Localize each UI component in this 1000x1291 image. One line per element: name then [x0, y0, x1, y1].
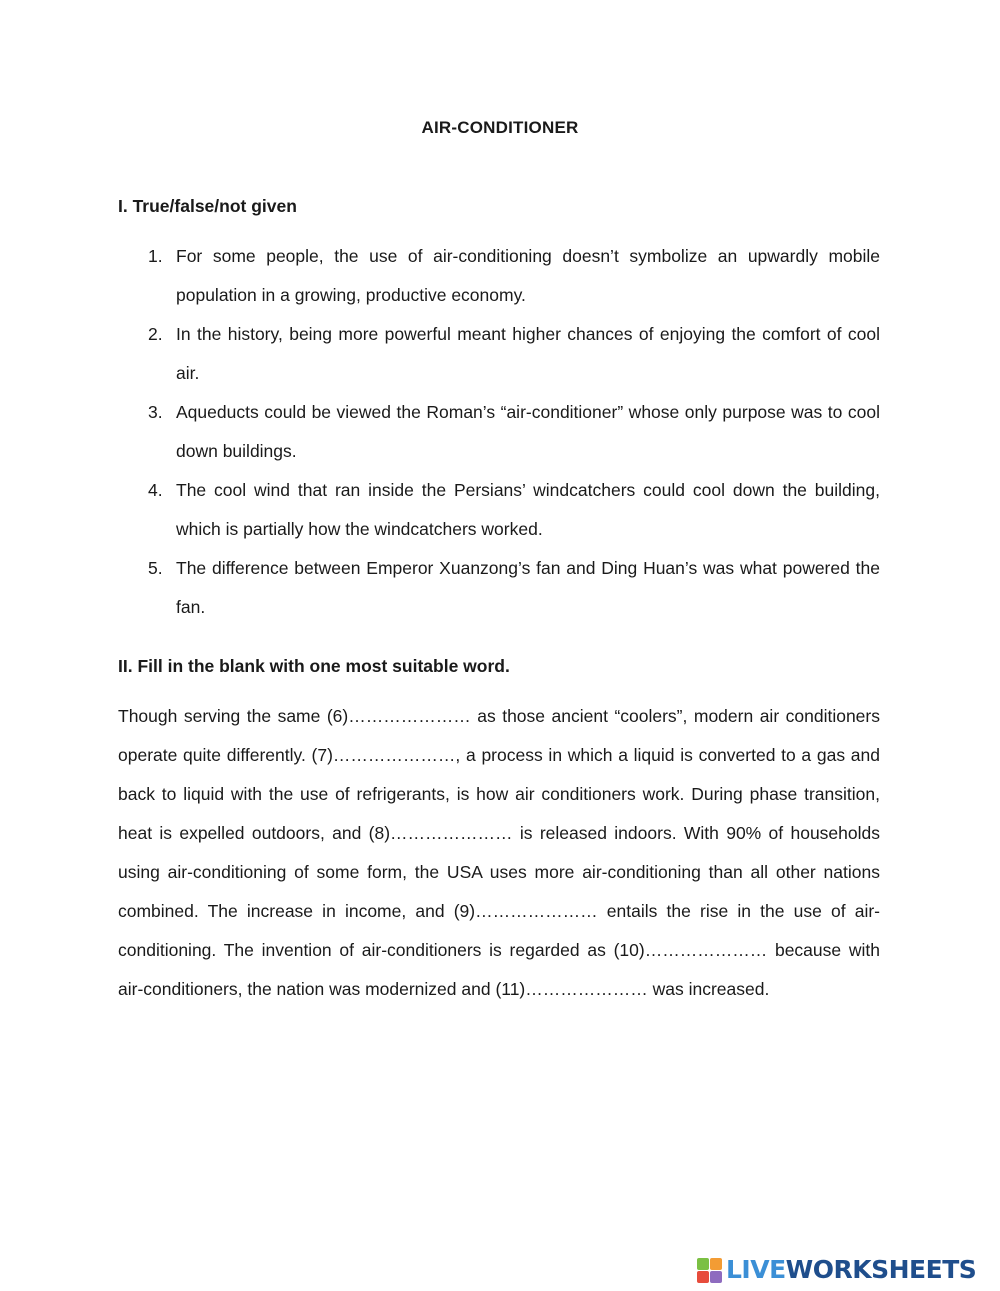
- item-text: For some people, the use of air-conditioning doesn’t symbolize an upwardly mobile population in a growing, productive economy.: [176, 246, 880, 305]
- section-heading-true-false: I. True/false/not given: [118, 196, 297, 216]
- section-heading-fill-blank: II. Fill in the blank with one most suitable word.: [118, 656, 510, 676]
- item-text: The cool wind that ran inside the Persians’ windcatchers could cool down the building, which is partially how the windcatchers worked.: [176, 480, 880, 539]
- list-item: [118, 315, 880, 393]
- list-item: [118, 393, 880, 471]
- list-item: [118, 549, 880, 627]
- item-text: In the history, being more powerful meant higher chances of enjoying the comfort of cool air.: [176, 324, 880, 383]
- item-number: 1.: [148, 246, 163, 266]
- item-number: 5.: [148, 558, 163, 578]
- item-number: 4.: [148, 480, 163, 500]
- liveworksheets-logo: [697, 1253, 976, 1287]
- document-title: AIR-CONDITIONER: [421, 118, 579, 137]
- item-text: The difference between Emperor Xuanzong’s fan and Ding Huan’s was what powered the fan.: [176, 558, 880, 617]
- list-item: [118, 237, 880, 315]
- item-text: Aqueducts could be viewed the Roman’s “air-conditioner” whose only purpose was to cool down buildings.: [176, 402, 880, 461]
- logo-wordmark: [726, 1253, 976, 1287]
- item-number: 3.: [148, 402, 163, 422]
- liveworksheets-logo-icon: [697, 1258, 722, 1283]
- true-false-list: [118, 237, 880, 627]
- list-item: [118, 471, 880, 549]
- logo-text-live: LIVE: [726, 1255, 786, 1284]
- logo-text-worksheets: WORKSHEETS: [785, 1255, 977, 1284]
- item-number: 2.: [148, 324, 163, 344]
- fill-in-blank-paragraph: Though serving the same (6)………………… as those ancient “coolers”, modern air conditioners operate quite differently. (7)…………………, a process in which a liquid is converted to a gas and back to liquid with the use of refrigerants, is how air conditioners work. During phase transition, heat is expelled outdoors, and (8)………………… is released indoors. With 90% of households using air-conditioning of some form, the USA uses more air-conditioning than all other nations combined. The increase in income, and (9)………………… entails the rise in the use of air-conditioning. The invention of air-conditioners is regarded as (10)………………… because with air-conditioners, the nation was modernized and (11)………………… was increased.: [118, 706, 880, 999]
